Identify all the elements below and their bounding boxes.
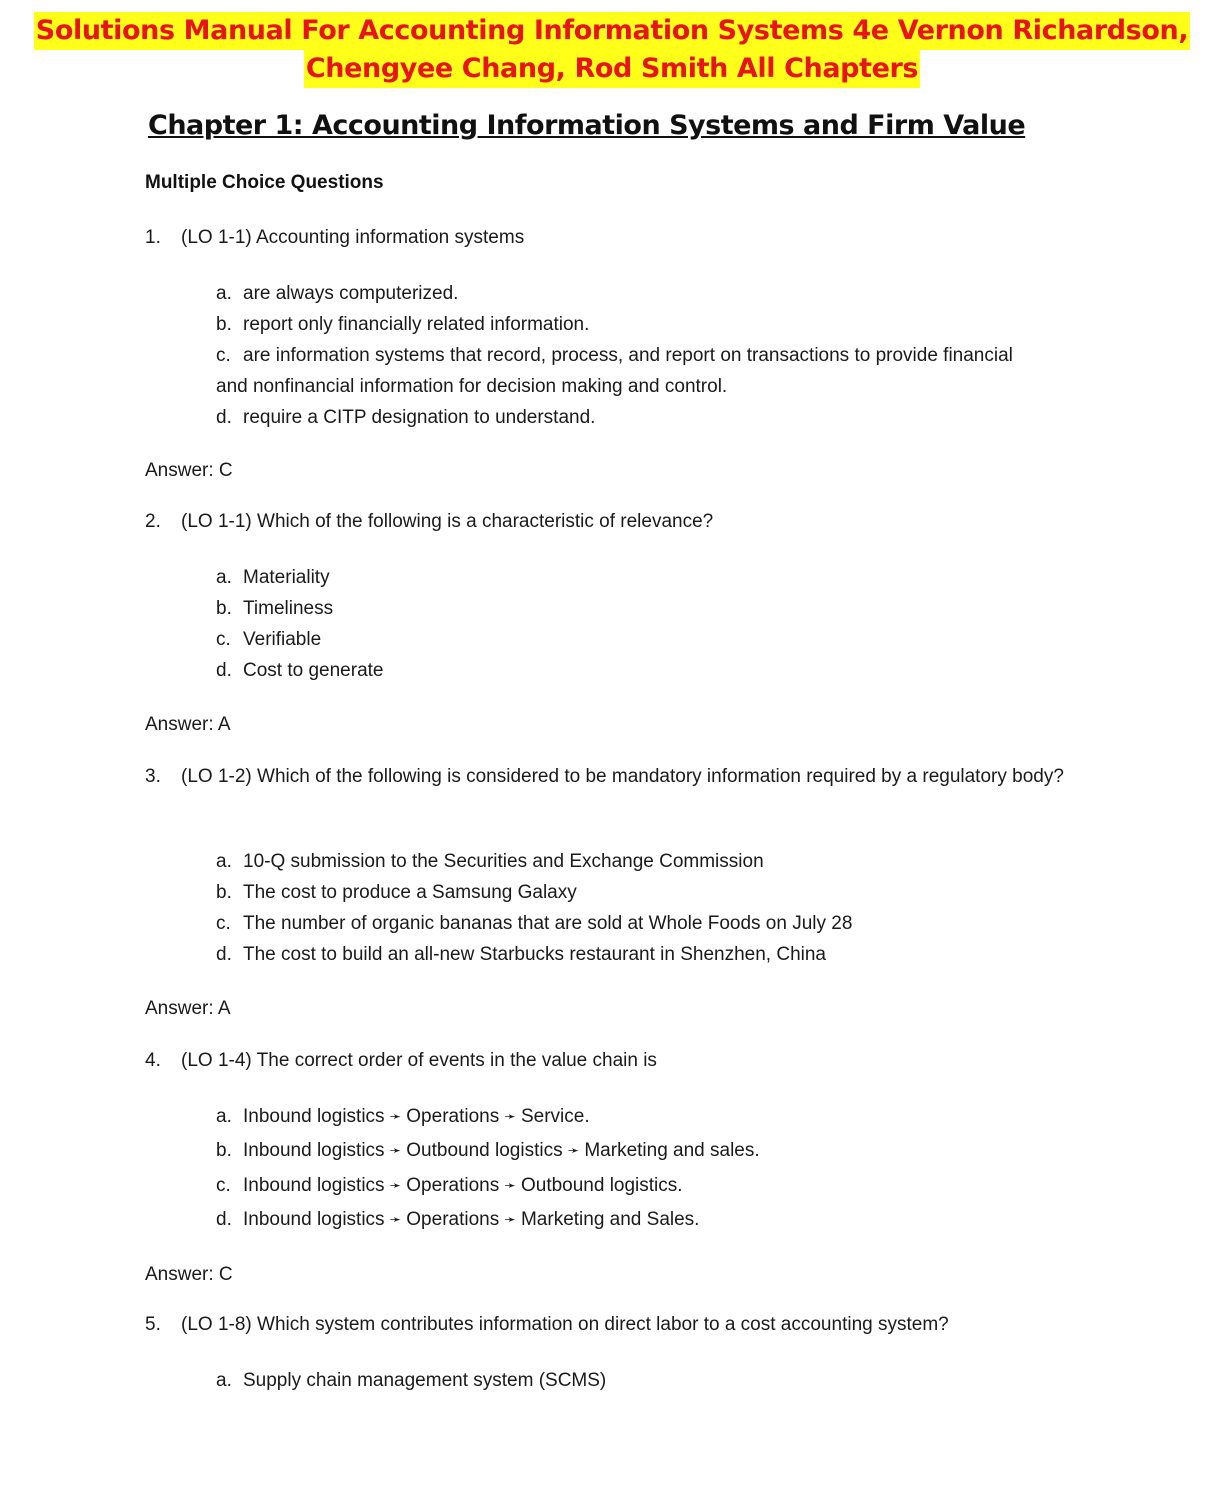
arrow-icon: ➛ (504, 1177, 516, 1193)
arrow-icon: ➛ (389, 1211, 402, 1227)
document-banner (0, 12, 1224, 88)
question-number: 5. (145, 1314, 161, 1335)
question-number: 1. (145, 227, 161, 248)
answer: Answer: C (145, 1264, 233, 1285)
option-b: b. report only financially related information. (216, 314, 590, 335)
option-c: c. Inbound logistics ➛ Operations ➛ Outbound logistics. (216, 1175, 683, 1196)
option-d: d. The cost to build an all-new Starbucks restaurant in Shenzhen, China (216, 944, 826, 965)
section-title: Multiple Choice Questions (145, 172, 384, 193)
option-d: d. require a CITP designation to understand. (216, 407, 596, 428)
question-number: 4. (145, 1050, 161, 1071)
option-b: b. Inbound logistics ➛ Outbound logistics ➛ Marketing and sales. (216, 1140, 760, 1161)
option-a: a. are always computerized. (216, 283, 459, 304)
chapter-title: Chapter 1: Accounting Information Systems and Firm Value (148, 110, 1026, 141)
option-d: d. Inbound logistics ➛ Operations ➛ Marketing and Sales. (216, 1209, 700, 1230)
option-a: a. 10-Q submission to the Securities and Exchange Commission (216, 851, 764, 872)
question-text: (LO 1-1) Which of the following is a characteristic of relevance? (181, 511, 714, 532)
option-c: c. The number of organic bananas that are sold at Whole Foods on July 28 (216, 913, 853, 934)
question-text: (LO 1-8) Which system contributes information on direct labor to a cost accounting system? (181, 1314, 949, 1335)
option-c: c. are information systems that record, process, and report on transactions to provide financial (216, 345, 1013, 366)
question-number: 2. (145, 511, 161, 532)
arrow-icon: ➛ (504, 1211, 516, 1227)
arrow-icon: ➛ (389, 1108, 402, 1124)
answer: Answer: C (145, 460, 233, 481)
option-a: a. Materiality (216, 567, 330, 588)
answer: Answer: A (145, 714, 231, 735)
option-a: a. Supply chain management system (SCMS) (216, 1370, 607, 1391)
option-a: a. Inbound logistics ➛ Operations ➛ Service. (216, 1106, 590, 1127)
banner-line-2: Chengyee Chang, Rod Smith All Chapters (304, 50, 920, 88)
answer: Answer: A (145, 998, 231, 1019)
option-d: d. Cost to generate (216, 660, 384, 681)
banner-line-1: Solutions Manual For Accounting Information Systems 4e Vernon Richardson, (34, 12, 1190, 50)
option-b: b. Timeliness (216, 598, 334, 619)
question-text: 3. (LO 1-2) Which of the following is considered to be mandatory information required by a regulatory body? (145, 766, 1064, 787)
option-c-continued: and nonfinancial information for decision making and control. (216, 376, 728, 397)
question-text: (LO 1-4) The correct order of events in the value chain is (181, 1050, 657, 1071)
option-c: c. Verifiable (216, 629, 322, 650)
arrow-icon: ➛ (567, 1142, 580, 1158)
option-b: b. The cost to produce a Samsung Galaxy (216, 882, 577, 903)
arrow-icon: ➛ (389, 1142, 402, 1158)
question-text: (LO 1-1) Accounting information systems (181, 227, 525, 248)
arrow-icon: ➛ (389, 1177, 402, 1193)
arrow-icon: ➛ (504, 1108, 516, 1124)
